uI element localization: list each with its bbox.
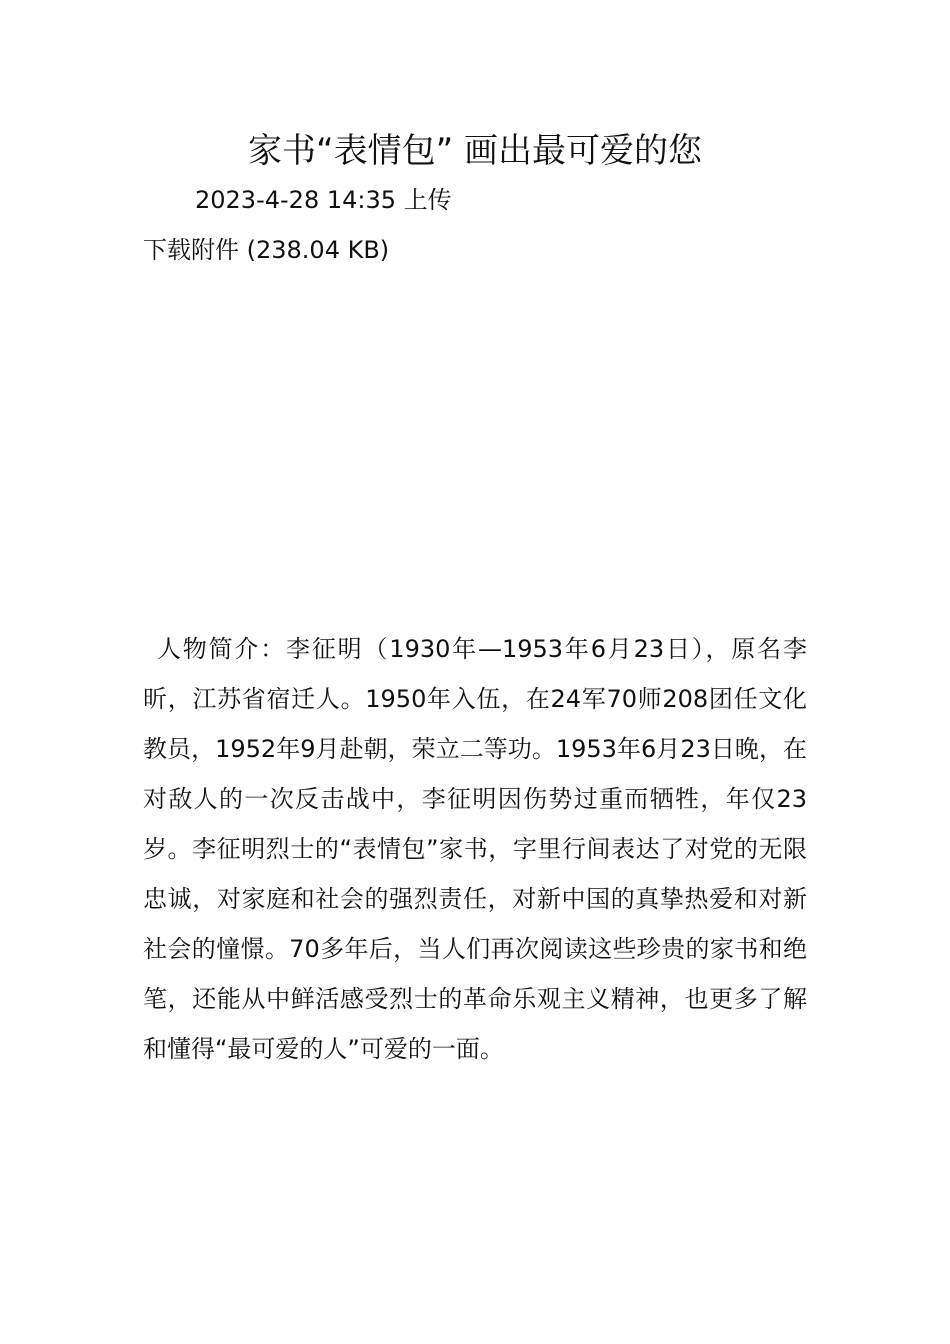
download-attachment-link[interactable]: 下载附件 (238.04 KB) bbox=[143, 236, 390, 264]
document-title: 家书“表情包” 画出最可爱的您 bbox=[247, 131, 703, 171]
biography-paragraph: 人物简介：李征明（1930年—1953年6月23日），原名李昕，江苏省宿迁人。1950年入伍，在24军70师208团任文化教员，1952年9月赴朝，荣立二等功。1953年6月23日晚，在对敌人的一次反击战中，李征明因伤势过重而牺牲，年仅23岁。李征明烈士的“表情包”家书，字里行间表达了对党的无限忠诚，对家庭和社会的强烈责任，对新中国的真挚热爱和对新社会的憧憬。70多年后，当人们再次阅读这些珍贵的家书和绝笔，还能从中鲜活感受烈士的革命乐观主义精神，也更多了解和懂得“最可爱的人”可爱的一面。 bbox=[143, 635, 807, 1063]
upload-timestamp: 2023-4-28 14:35 上传 bbox=[195, 186, 452, 214]
